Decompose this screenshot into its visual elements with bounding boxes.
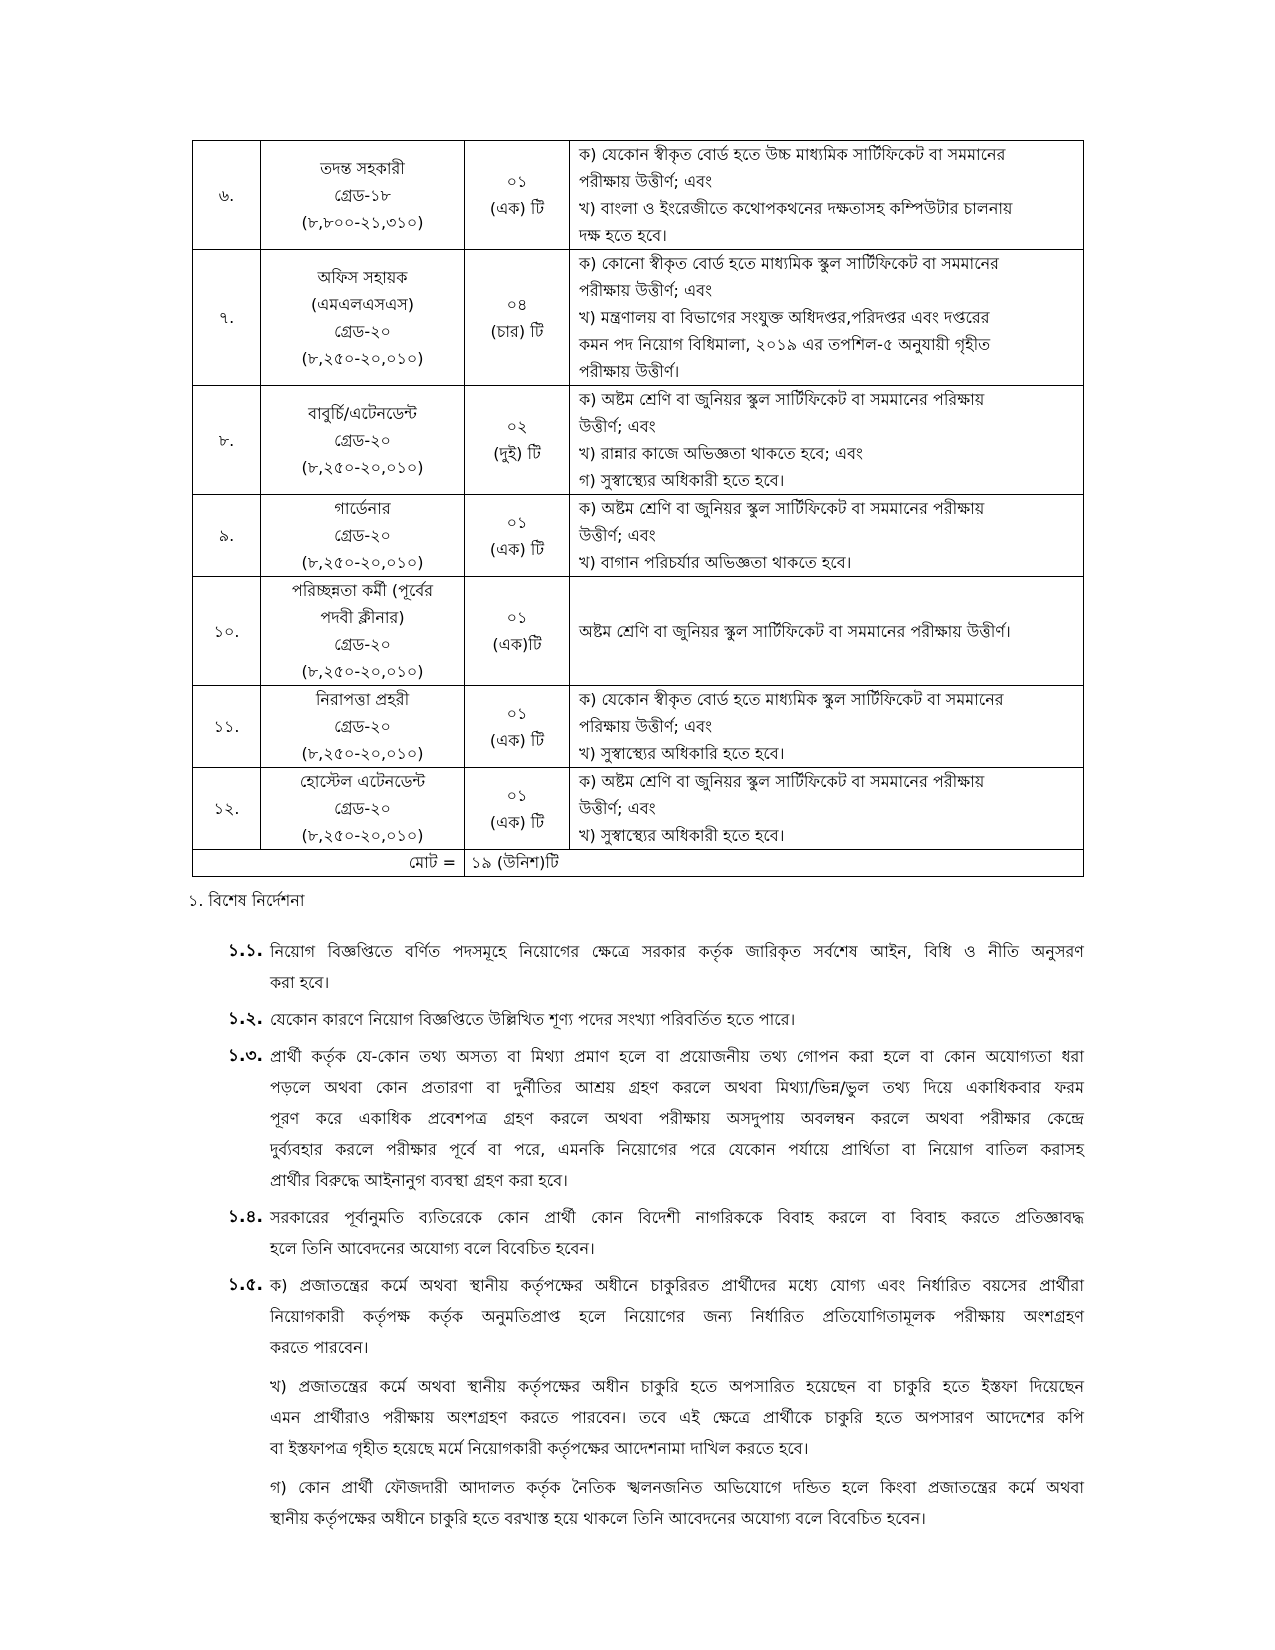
post-name-cell [261,495,465,577]
post-line: (৮,২৫০-২০,০১০) [301,744,424,763]
post-line: গ্রেড-২০ [334,635,391,654]
qualification-line: পরীক্ষায় উত্তীর্ণ; এবং [579,281,712,300]
total-row [193,850,1084,877]
post-line: গ্রেড-২০ [334,321,391,341]
qualification-line: কমন পদ নিয়োগ বিধিমালা, ২০১৯ এর তপশিল-৫ অনুযায়ী গৃহীত [579,335,991,354]
qualification-line: দক্ষ হতে হবে। [579,226,667,245]
count-line: (এক) টি [489,199,545,218]
post-line: গ্রেড-১৮ [334,185,391,205]
clause-item [228,936,1084,998]
clause-line: সরকারের পূর্বানুমতি ব্যতিরেকে কোন প্রার্থী কোন বিদেশী নাগরিককে বিবাহ করলে বা বিবাহ করতে প্রতিজ্ঞাবদ্ধ [270,1208,1084,1227]
clause-line: বা ইস্তফাপত্র গৃহীত হয়েছে মর্মে নিয়োগকারী কর্তৃপক্ষের আদেশনামা দাখিল করতে হবে। [270,1439,809,1458]
qualification-line: পরিক্ষায় উত্তীর্ণ; এবং [579,717,712,736]
instruction-clauses [228,936,1084,1540]
clause-paragraph [270,1472,1084,1534]
post-line: তদন্ত সহকারী [320,158,405,178]
clause-line: স্থানীয় কর্তৃপক্ষের অধীনে চাকুরি হতে বরখাস্ত হয়ে থাকলে তিনি আবেদনের অযোগ্য বলে বিবেচিত হবেন। [270,1509,926,1528]
qualification-cell [570,686,1084,768]
clause-line: দুর্ব্যবহার করলে পরীক্ষার পূর্বে বা পরে, এমনকি নিয়োগের পরে যেকোন পর্যায়ে প্রার্থিতা বা নিয়োগ বাতিল করাসহ [270,1140,1084,1159]
table-row [193,250,1084,386]
qualification-cell [570,768,1084,850]
qualification-line: খ) সুস্বাস্থ্যের অধিকারী হতে হবে। [579,826,785,845]
post-name-cell [261,577,465,686]
clause-paragraph [270,1270,1084,1363]
qualification-cell [570,250,1084,386]
table-row [193,577,1084,686]
count-line: ০১ [506,512,528,532]
clause-line: গ) কোন প্রার্থী ফৌজদারী আদালত কর্তৃক নৈতিক স্খলনজনিত অভিযোগে দন্ডিত হলে কিংবা প্রজাতন্ত্রের কর্মে অথবা [270,1478,1084,1497]
qualification-line: ক) অষ্টম শ্রেণি বা জুনিয়র স্কুল সার্টিফিকেট বা সমমানের পরিক্ষায় [579,390,985,409]
clause-paragraph [270,936,1084,998]
total-label: মোট = [193,850,465,877]
table-row [193,386,1084,495]
qualification-line: উত্তীর্ণ; এবং [579,526,656,545]
count-line: ০১ [506,785,528,805]
qualification-line: অষ্টম শ্রেণি বা জুনিয়র স্কুল সার্টিফিকেট বা সমমানের পরীক্ষায় উত্তীর্ণ। [579,621,1011,641]
clause-paragraph [270,1004,1084,1035]
clause-line: হলে তিনি আবেদনের অযোগ্য বলে বিবেচিত হবেন। [270,1239,595,1258]
table-row [193,495,1084,577]
post-count-cell [465,495,570,577]
post-line: গ্রেড-২০ [334,430,391,450]
qualification-line: ক) অষ্টম শ্রেণি বা জুনিয়র স্কুল সার্টিফিকেট বা সমমানের পরীক্ষায় [579,772,985,791]
clause-line: পূরণ করে একাধিক প্রবেশপত্র গ্রহণ করলে অথবা পরীক্ষায় অসদুপায় অবলম্বন করলে অথবা পরীক্ষার কেন্দ্রে [270,1109,1084,1128]
post-count-cell [465,250,570,386]
post-line: (৮,২৫০-২০,০১০) [301,457,424,477]
clause-item [228,1041,1084,1196]
post-line: গ্রেড-২০ [334,799,391,818]
clause-number: ১.৫. [228,1275,263,1295]
serial-number: ৮. [193,386,261,495]
posts-table-body [193,141,1084,877]
serial-number: ৭. [193,250,261,386]
clause-number: ১.৩. [228,1046,264,1066]
post-line: পরিচ্ছন্নতা কর্মী (পূর্বের [291,581,434,600]
table-row [193,768,1084,850]
clause-line: নিয়োগ বিজ্ঞপ্তিতে বর্ণিত পদসমূহে নিয়োগের ক্ষেত্রে সরকার কর্তৃক জারিকৃত সর্বশেষ আইন, বিধি ও নীতি অনুসরণ [270,942,1084,961]
count-line: ০১ [506,703,528,723]
post-line: (এমএলএসএস) [310,294,415,314]
post-line: (৮,৮০০-২১,৩১০) [301,212,424,232]
clause-paragraph [270,1041,1084,1196]
post-name-cell [261,686,465,768]
post-line: (৮,২৫০-২০,০১০) [301,662,424,681]
qualification-line: খ) রান্নার কাজে অভিজ্ঞতা থাকতে হবে; এবং [579,444,863,463]
post-line: অফিস সহায়ক [317,267,408,287]
qualification-line: ক) যেকোন স্বীকৃত বোর্ড হতে উচ্চ মাধ্যমিক সার্টিফিকেট বা সমমানের [579,145,1006,164]
qualification-cell [570,495,1084,577]
table-row [193,141,1084,250]
serial-number: ১০. [193,577,261,686]
serial-number: ৬. [193,141,261,250]
post-line: গ্রেড-২০ [334,526,391,545]
qualification-line: উত্তীর্ণ; এবং [579,417,656,436]
count-line: (এক)টি [492,635,542,654]
count-line: (এক) টি [489,812,545,832]
qualification-line: খ) সুস্বাস্থ্যের অধিকারি হতে হবে। [579,744,785,763]
post-line: বাবুর্চি/এটেনডেন্ট [308,403,417,423]
qualification-line: গ) সুস্বাস্থ্যের অধিকারী হতে হবে। [579,471,785,490]
qualification-line: পরীক্ষায় উত্তীর্ণ। [579,362,680,381]
post-name-cell [261,386,465,495]
count-line: ০১ [506,172,528,191]
count-line: ০২ [506,417,528,436]
post-count-cell [465,686,570,768]
clause-line: ক) প্রজাতন্ত্রের কর্মে অথবা স্থানীয় কর্তৃপক্ষের অধীনে চাকুরিরত প্রার্থীদের মধ্যে যোগ্য এবং নির্ধারিত বয়সের প্রার্থীরা [270,1276,1084,1295]
count-line: (চার) টি [490,321,544,341]
post-line: গার্ডেনার [334,499,391,518]
post-line: হোস্টেল এটেনডেন্ট [299,772,426,791]
post-line: নিরাপত্তা প্রহরী [315,690,410,709]
post-line: (৮,২৫০-২০,০১০) [301,348,424,368]
post-line: পদবী ক্লীনার) [320,608,405,627]
clause-line: প্রার্থীর বিরুদ্ধে আইনানুগ ব্যবস্থা গ্রহণ করা হবে। [270,1171,568,1190]
clause-number: ১.১. [228,941,263,961]
clause-line: খ) প্রজাতন্ত্রের কর্মে অথবা স্থানীয় কর্তৃপক্ষের অধীন চাকুরি হতে অপসারিত হয়েছেন বা চাকুরি হতে ইস্তফা দিয়েছেন [270,1377,1084,1396]
serial-number: ১১. [193,686,261,768]
qualification-line: উত্তীর্ণ; এবং [579,799,656,818]
post-name-cell [261,768,465,850]
serial-number: ৯. [193,495,261,577]
clause-line: করা হবে। [270,973,330,992]
clause-number: ১.২. [228,1009,264,1029]
clause-line: যেকোন কারণে নিয়োগ বিজ্ঞপ্তিতে উল্লিখিত শূণ্য পদের সংখ্যা পরিবর্তিত হতে পারে। [270,1010,796,1029]
count-line: (দুই) টি [493,444,541,463]
qualification-line: ক) অষ্টম শ্রেণি বা জুনিয়র স্কুল সার্টিফিকেট বা সমমানের পরীক্ষায় [579,499,985,518]
post-count-cell [465,386,570,495]
post-count-cell [465,141,570,250]
qualification-line: খ) মন্ত্রণালয় বা বিভাগের সংযুক্ত অধিদপ্তর,পরিদপ্তর এবং দপ্তরের [579,308,990,327]
qualification-line: খ) বাংলা ও ইংরেজীতে কথোপকথনের দক্ষতাসহ কম্পিউটার চালনায় [579,199,1013,218]
clause-paragraph [270,1202,1084,1264]
post-line: গ্রেড-২০ [334,717,391,736]
clause-line: এমন প্রার্থীরাও পরীক্ষায় অংশগ্রহণ করতে পারবেন। তবে এই ক্ষেত্রে প্রার্থীকে চাকুরি হতে অপসারণ আদেশের কপি [270,1408,1084,1427]
count-line: ০৪ [506,294,528,314]
post-count-cell [465,577,570,686]
qualification-line: ক) যেকোন স্বীকৃত বোর্ড হতে মাধ্যমিক স্কুল সার্টিফিকেট বা সমমানের [579,690,1004,709]
qualification-cell [570,577,1084,686]
clause-line: নিয়োগকারী কর্তৃপক্ষ কর্তৃক অনুমতিপ্রাপ্ত হলে নিয়োগের জন্য নির্ধারিত প্রতিযোগিতামূলক পরীক্ষায় অংশগ্রহণ [270,1307,1084,1326]
section-heading: ১. বিশেষ নির্দেশনা [188,891,305,910]
post-count-cell [465,768,570,850]
total-value: ১৯ (উনিশ)টি [465,850,1084,877]
clause-line: প্রার্থী কর্তৃক যে-কোন তথ্য অসত্য বা মিথ্যা প্রমাণ হলে বা প্রয়োজনীয় তথ্য গোপন করা হলে বা কোন অযোগ্যতা ধরা [270,1047,1084,1066]
clause-paragraph [270,1371,1084,1464]
post-name-cell [261,141,465,250]
qualification-line: পরীক্ষায় উত্তীর্ণ; এবং [579,172,712,191]
clause-item [228,1004,1084,1035]
qualification-line: খ) বাগান পরিচর্যার অভিজ্ঞতা থাকতে হবে। [579,553,852,572]
qualification-cell [570,141,1084,250]
posts-table [192,140,1084,877]
clause-item [228,1270,1084,1534]
clause-line: করতে পারবেন। [270,1338,369,1357]
count-line: (এক) টি [489,730,545,750]
serial-number: ১২. [193,768,261,850]
clause-line: পড়লে অথবা কোন প্রতারণা বা দুর্নীতির আশ্রয় গ্রহণ করলে অথবা মিথ্যা/ভিন্ন/ভুল তথ্য দিয়ে একাধিকবার ফরম [270,1078,1084,1097]
post-line: (৮,২৫০-২০,০১০) [301,553,424,572]
post-line: (৮,২৫০-২০,০১০) [301,826,424,845]
qualification-cell [570,386,1084,495]
post-name-cell [261,250,465,386]
table-row [193,686,1084,768]
count-line: ০১ [506,608,528,627]
clause-number: ১.৪. [228,1207,263,1227]
qualification-line: ক) কোনো স্বীকৃত বোর্ড হতে মাধ্যমিক স্কুল সার্টিফিকেট বা সমমানের [579,254,999,273]
count-line: (এক) টি [489,539,545,559]
clause-item [228,1202,1084,1264]
